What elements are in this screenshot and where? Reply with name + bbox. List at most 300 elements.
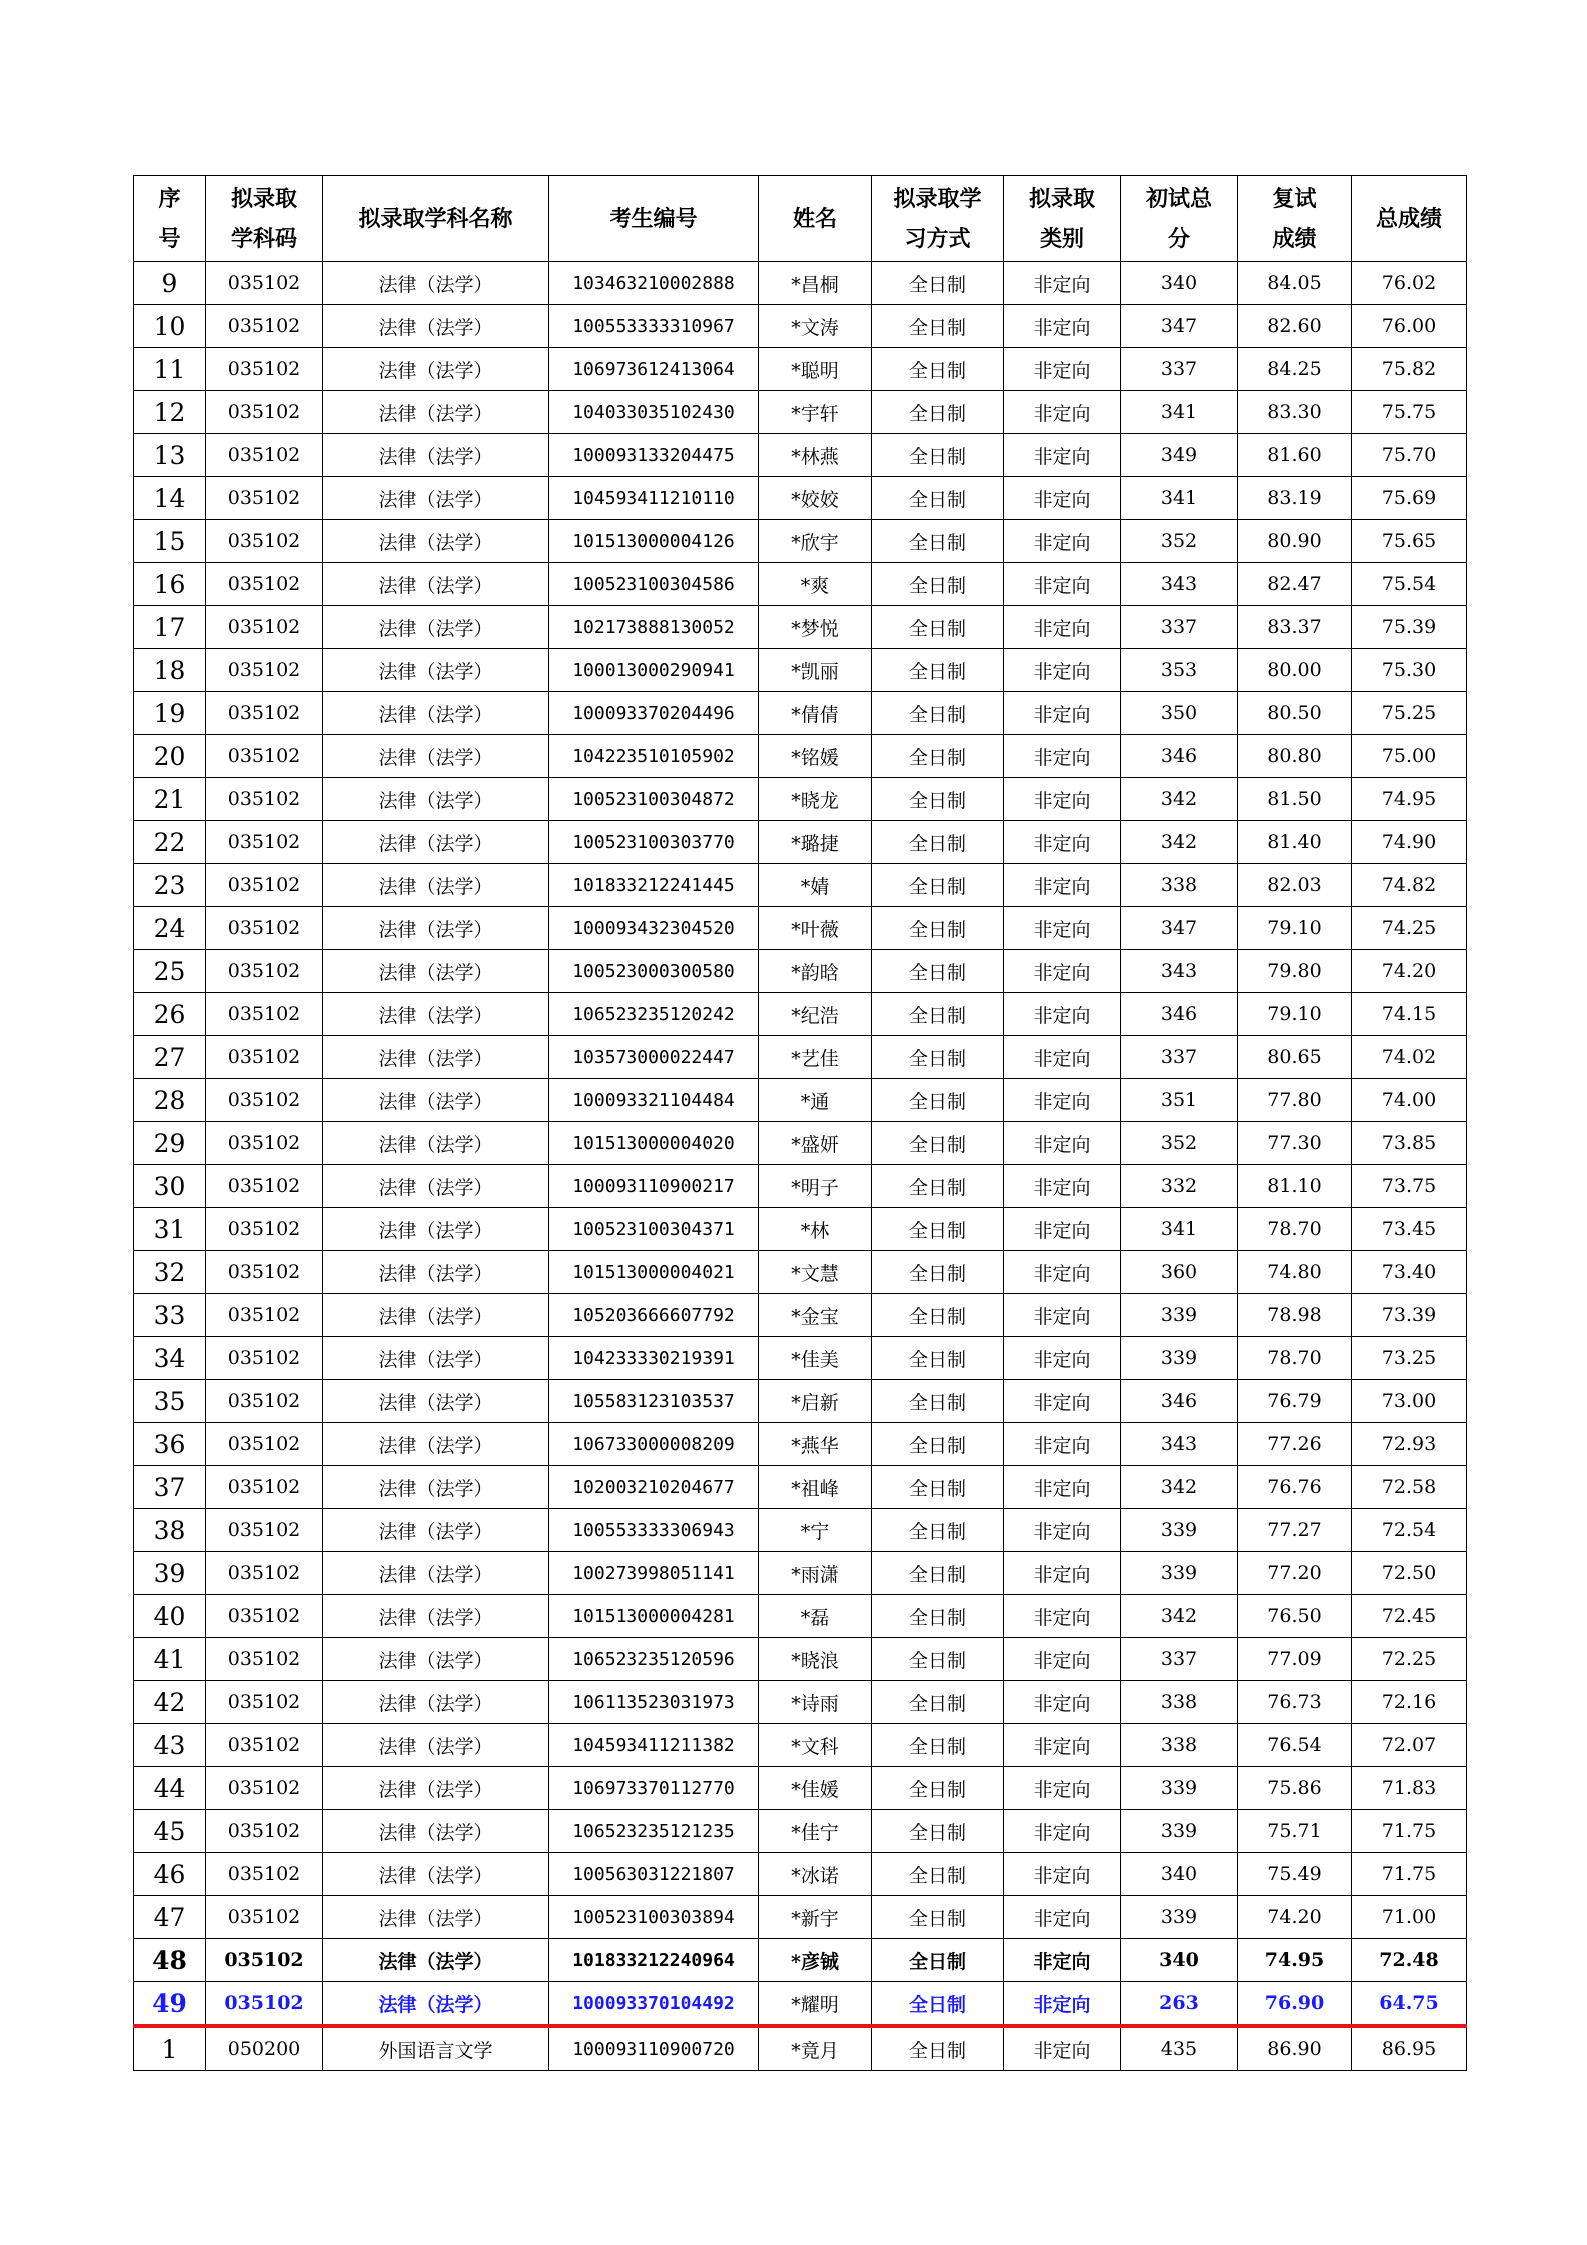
table-row [134,1853,1467,1896]
cell-retest-score: 76.79 [1238,1380,1352,1423]
cell-name: *彦铖 [759,1939,872,1982]
cell-retest-score: 86.90 [1238,2026,1352,2071]
cell-subject-name: 法律（法学） [323,262,549,305]
cell-subject-code: 035102 [206,649,323,692]
table-row [134,778,1467,821]
cell-retest-score: 81.50 [1238,778,1352,821]
cell-subject-name: 法律（法学） [323,1681,549,1724]
cell-study-mode: 全日制 [872,348,1004,391]
cell-subject-name: 法律（法学） [323,434,549,477]
cell-retest-score: 74.80 [1238,1251,1352,1294]
table-row [134,692,1467,735]
cell-exam-id: 102003210204677 [549,1466,759,1509]
cell-exam-id: 106973612413064 [549,348,759,391]
cell-total-score: 75.65 [1352,520,1467,563]
cell-initial-score: 353 [1121,649,1238,692]
cell-subject-code: 035102 [206,864,323,907]
cell-study-mode: 全日制 [872,262,1004,305]
cell-study-mode: 全日制 [872,1853,1004,1896]
table-row [134,1982,1467,2027]
cell-initial-score: 346 [1121,735,1238,778]
cell-initial-score: 352 [1121,520,1238,563]
cell-exam-id: 104033035102430 [549,391,759,434]
cell-subject-name: 法律（法学） [323,477,549,520]
cell-initial-score: 339 [1121,1767,1238,1810]
cell-initial-score: 346 [1121,993,1238,1036]
cell-study-mode: 全日制 [872,1251,1004,1294]
cell-study-mode: 全日制 [872,391,1004,434]
table-row [134,1208,1467,1251]
cell-subject-code: 050200 [206,2026,323,2071]
cell-seq: 22 [134,821,206,864]
cell-category: 非定向 [1004,348,1121,391]
cell-subject-code: 035102 [206,692,323,735]
cell-exam-id: 105203666607792 [549,1294,759,1337]
cell-subject-code: 035102 [206,606,323,649]
cell-study-mode: 全日制 [872,1294,1004,1337]
cell-category: 非定向 [1004,1896,1121,1939]
cell-initial-score: 435 [1121,2026,1238,2071]
cell-total-score: 72.16 [1352,1681,1467,1724]
cell-name: *聪明 [759,348,872,391]
cell-study-mode: 全日制 [872,305,1004,348]
cell-subject-code: 035102 [206,1638,323,1681]
cell-name: *通 [759,1079,872,1122]
cell-exam-id: 104593411210110 [549,477,759,520]
cell-subject-code: 035102 [206,1724,323,1767]
cell-total-score: 75.25 [1352,692,1467,735]
cell-subject-name: 法律（法学） [323,778,549,821]
header-row [134,176,1467,262]
cell-initial-score: 351 [1121,1079,1238,1122]
cell-initial-score: 338 [1121,1681,1238,1724]
cell-seq: 33 [134,1294,206,1337]
cell-category: 非定向 [1004,1638,1121,1681]
cell-subject-code: 035102 [206,520,323,563]
cell-study-mode: 全日制 [872,1208,1004,1251]
cell-subject-name: 法律（法学） [323,1810,549,1853]
cell-category: 非定向 [1004,520,1121,563]
cell-name: *梦悦 [759,606,872,649]
table-row [134,1509,1467,1552]
cell-subject-code: 035102 [206,1896,323,1939]
cell-seq: 49 [134,1982,206,2027]
cell-total-score: 72.93 [1352,1423,1467,1466]
cell-study-mode: 全日制 [872,1423,1004,1466]
header-seq: 序号 [134,176,206,262]
cell-name: *祖峰 [759,1466,872,1509]
cell-subject-code: 035102 [206,563,323,606]
cell-seq: 29 [134,1122,206,1165]
cell-name: *宁 [759,1509,872,1552]
cell-category: 非定向 [1004,1509,1121,1552]
cell-name: *启新 [759,1380,872,1423]
cell-subject-code: 035102 [206,1251,323,1294]
cell-subject-code: 035102 [206,1337,323,1380]
cell-total-score: 74.15 [1352,993,1467,1036]
cell-study-mode: 全日制 [872,477,1004,520]
cell-seq: 13 [134,434,206,477]
cell-exam-id: 104223510105902 [549,735,759,778]
cell-total-score: 73.85 [1352,1122,1467,1165]
cell-retest-score: 79.80 [1238,950,1352,993]
cell-subject-name: 法律（法学） [323,1251,549,1294]
cell-total-score: 75.39 [1352,606,1467,649]
cell-study-mode: 全日制 [872,1337,1004,1380]
cell-total-score: 86.95 [1352,2026,1467,2071]
cell-initial-score: 338 [1121,864,1238,907]
cell-seq: 11 [134,348,206,391]
cell-exam-id: 100553333306943 [549,1509,759,1552]
cell-seq: 21 [134,778,206,821]
table-row [134,348,1467,391]
cell-initial-score: 352 [1121,1122,1238,1165]
cell-exam-id: 101833212241445 [549,864,759,907]
cell-retest-score: 84.25 [1238,348,1352,391]
cell-subject-code: 035102 [206,1552,323,1595]
cell-name: *佳媛 [759,1767,872,1810]
cell-name: *婧 [759,864,872,907]
cell-retest-score: 82.47 [1238,563,1352,606]
cell-total-score: 72.58 [1352,1466,1467,1509]
cell-seq: 34 [134,1337,206,1380]
cell-subject-name: 法律（法学） [323,950,549,993]
cell-seq: 30 [134,1165,206,1208]
cell-study-mode: 全日制 [872,1724,1004,1767]
cell-total-score: 73.75 [1352,1165,1467,1208]
table-row [134,434,1467,477]
cell-category: 非定向 [1004,1122,1121,1165]
cell-exam-id: 100523100304872 [549,778,759,821]
cell-exam-id: 106733000008209 [549,1423,759,1466]
cell-total-score: 75.70 [1352,434,1467,477]
cell-subject-code: 035102 [206,1681,323,1724]
cell-initial-score: 341 [1121,1208,1238,1251]
cell-total-score: 71.75 [1352,1853,1467,1896]
cell-category: 非定向 [1004,993,1121,1036]
cell-retest-score: 76.90 [1238,1982,1352,2027]
cell-seq: 24 [134,907,206,950]
cell-category: 非定向 [1004,262,1121,305]
table-row [134,1681,1467,1724]
cell-retest-score: 79.10 [1238,907,1352,950]
cell-name: *艺佳 [759,1036,872,1079]
cell-total-score: 75.30 [1352,649,1467,692]
table-row [134,1896,1467,1939]
cell-total-score: 72.48 [1352,1939,1467,1982]
table-row [134,1294,1467,1337]
cell-category: 非定向 [1004,305,1121,348]
cell-subject-name: 法律（法学） [323,1380,549,1423]
cell-exam-id: 100093321104484 [549,1079,759,1122]
cell-category: 非定向 [1004,1079,1121,1122]
cell-seq: 10 [134,305,206,348]
cell-name: *倩倩 [759,692,872,735]
cell-seq: 47 [134,1896,206,1939]
cell-retest-score: 80.65 [1238,1036,1352,1079]
table-row [134,1122,1467,1165]
cell-subject-code: 035102 [206,1853,323,1896]
cell-total-score: 74.82 [1352,864,1467,907]
header-name: 姓名 [759,176,872,262]
cell-subject-name: 法律（法学） [323,1638,549,1681]
cell-subject-code: 035102 [206,1423,323,1466]
cell-category: 非定向 [1004,950,1121,993]
cell-retest-score: 74.20 [1238,1896,1352,1939]
cell-subject-name: 法律（法学） [323,1036,549,1079]
table-row [134,735,1467,778]
cell-exam-id: 100093370104492 [549,1982,759,2027]
cell-exam-id: 106523235120596 [549,1638,759,1681]
cell-exam-id: 100523100303894 [549,1896,759,1939]
cell-initial-score: 349 [1121,434,1238,477]
cell-initial-score: 337 [1121,1036,1238,1079]
cell-name: *林燕 [759,434,872,477]
table-row [134,477,1467,520]
cell-subject-name: 法律（法学） [323,1767,549,1810]
cell-subject-code: 035102 [206,1509,323,1552]
cell-retest-score: 77.27 [1238,1509,1352,1552]
cell-name: *新宇 [759,1896,872,1939]
cell-subject-code: 035102 [206,1165,323,1208]
table-row [134,391,1467,434]
cell-exam-id: 105583123103537 [549,1380,759,1423]
cell-study-mode: 全日制 [872,1165,1004,1208]
cell-exam-id: 101513000004020 [549,1122,759,1165]
cell-subject-name: 法律（法学） [323,1208,549,1251]
cell-name: *金宝 [759,1294,872,1337]
cell-subject-name: 法律（法学） [323,1552,549,1595]
cell-name: *耀明 [759,1982,872,2027]
cell-study-mode: 全日制 [872,2026,1004,2071]
cell-seq: 38 [134,1509,206,1552]
table-row [134,262,1467,305]
cell-subject-code: 035102 [206,477,323,520]
table-row [134,1810,1467,1853]
cell-initial-score: 339 [1121,1896,1238,1939]
cell-retest-score: 78.70 [1238,1208,1352,1251]
cell-name: *宇轩 [759,391,872,434]
cell-subject-name: 法律（法学） [323,1423,549,1466]
cell-retest-score: 80.50 [1238,692,1352,735]
cell-exam-id: 106523235120242 [549,993,759,1036]
cell-exam-id: 100093110900720 [549,2026,759,2071]
cell-study-mode: 全日制 [872,649,1004,692]
cell-category: 非定向 [1004,1939,1121,1982]
cell-subject-name: 法律（法学） [323,864,549,907]
cell-exam-id: 103463210002888 [549,262,759,305]
table-row [134,1724,1467,1767]
table-row [134,1079,1467,1122]
cell-category: 非定向 [1004,907,1121,950]
cell-subject-name: 法律（法学） [323,1853,549,1896]
cell-initial-score: 339 [1121,1294,1238,1337]
cell-retest-score: 81.40 [1238,821,1352,864]
cell-total-score: 74.25 [1352,907,1467,950]
cell-study-mode: 全日制 [872,1896,1004,1939]
cell-subject-name: 法律（法学） [323,1982,549,2027]
table-row [134,1036,1467,1079]
cell-subject-code: 035102 [206,1380,323,1423]
cell-retest-score: 76.54 [1238,1724,1352,1767]
cell-subject-name: 法律（法学） [323,348,549,391]
cell-retest-score: 77.26 [1238,1423,1352,1466]
cell-name: *磊 [759,1595,872,1638]
cell-study-mode: 全日制 [872,1509,1004,1552]
cell-subject-code: 035102 [206,262,323,305]
cell-study-mode: 全日制 [872,1122,1004,1165]
cell-seq: 36 [134,1423,206,1466]
cell-exam-id: 101513000004126 [549,520,759,563]
cell-seq: 20 [134,735,206,778]
cell-subject-code: 035102 [206,348,323,391]
cell-total-score: 74.95 [1352,778,1467,821]
cell-total-score: 74.20 [1352,950,1467,993]
admission-table [133,175,1467,2071]
cell-exam-id: 103573000022447 [549,1036,759,1079]
cell-total-score: 73.40 [1352,1251,1467,1294]
cell-subject-code: 035102 [206,305,323,348]
cell-seq: 14 [134,477,206,520]
cell-retest-score: 78.98 [1238,1294,1352,1337]
cell-category: 非定向 [1004,864,1121,907]
cell-study-mode: 全日制 [872,1595,1004,1638]
cell-name: *文科 [759,1724,872,1767]
cell-study-mode: 全日制 [872,907,1004,950]
cell-initial-score: 337 [1121,606,1238,649]
cell-initial-score: 332 [1121,1165,1238,1208]
cell-seq: 44 [134,1767,206,1810]
cell-total-score: 71.00 [1352,1896,1467,1939]
cell-name: *文慧 [759,1251,872,1294]
cell-name: *欣宇 [759,520,872,563]
cell-initial-score: 342 [1121,821,1238,864]
table-row [134,907,1467,950]
cell-exam-id: 101833212240964 [549,1939,759,1982]
cell-name: *雨潇 [759,1552,872,1595]
cell-category: 非定向 [1004,434,1121,477]
cell-retest-score: 83.19 [1238,477,1352,520]
cell-subject-code: 035102 [206,821,323,864]
cell-retest-score: 78.70 [1238,1337,1352,1380]
cell-seq: 41 [134,1638,206,1681]
cell-study-mode: 全日制 [872,1982,1004,2027]
cell-category: 非定向 [1004,1036,1121,1079]
cell-seq: 40 [134,1595,206,1638]
table-row [134,864,1467,907]
header-retest-score: 复试成绩 [1238,176,1352,262]
cell-name: *纪浩 [759,993,872,1036]
cell-name: *爽 [759,563,872,606]
cell-category: 非定向 [1004,1251,1121,1294]
cell-initial-score: 337 [1121,1638,1238,1681]
cell-exam-id: 100093370204496 [549,692,759,735]
table-row [134,1466,1467,1509]
cell-initial-score: 360 [1121,1251,1238,1294]
cell-subject-name: 法律（法学） [323,1165,549,1208]
cell-subject-name: 法律（法学） [323,1466,549,1509]
cell-retest-score: 75.71 [1238,1810,1352,1853]
table-row [134,1595,1467,1638]
cell-subject-code: 035102 [206,434,323,477]
cell-exam-id: 106523235121235 [549,1810,759,1853]
cell-category: 非定向 [1004,1423,1121,1466]
cell-initial-score: 339 [1121,1552,1238,1595]
cell-subject-name: 法律（法学） [323,1939,549,1982]
cell-exam-id: 104593411211382 [549,1724,759,1767]
cell-seq: 9 [134,262,206,305]
table-row [134,1165,1467,1208]
cell-initial-score: 343 [1121,563,1238,606]
cell-initial-score: 340 [1121,1939,1238,1982]
cell-seq: 18 [134,649,206,692]
cell-name: *佳美 [759,1337,872,1380]
cell-retest-score: 83.30 [1238,391,1352,434]
table-row [134,1638,1467,1681]
cell-subject-code: 035102 [206,1466,323,1509]
cell-name: *璐捷 [759,821,872,864]
cell-retest-score: 82.03 [1238,864,1352,907]
cell-retest-score: 77.80 [1238,1079,1352,1122]
cell-category: 非定向 [1004,1724,1121,1767]
cell-name: *凯丽 [759,649,872,692]
table-row [134,1552,1467,1595]
cell-name: *晓浪 [759,1638,872,1681]
cell-initial-score: 350 [1121,692,1238,735]
cell-study-mode: 全日制 [872,563,1004,606]
cell-total-score: 64.75 [1352,1982,1467,2027]
cell-study-mode: 全日制 [872,1079,1004,1122]
cell-study-mode: 全日制 [872,1036,1004,1079]
cell-name: *冰诺 [759,1853,872,1896]
cell-category: 非定向 [1004,1595,1121,1638]
cell-seq: 31 [134,1208,206,1251]
cell-subject-code: 035102 [206,1079,323,1122]
cell-name: *佳宁 [759,1810,872,1853]
cell-initial-score: 339 [1121,1337,1238,1380]
cell-exam-id: 100093110900217 [549,1165,759,1208]
cell-study-mode: 全日制 [872,993,1004,1036]
cell-subject-name: 法律（法学） [323,907,549,950]
cell-initial-score: 342 [1121,1466,1238,1509]
cell-subject-code: 035102 [206,1595,323,1638]
table-row [134,649,1467,692]
cell-category: 非定向 [1004,1552,1121,1595]
cell-seq: 16 [134,563,206,606]
cell-subject-name: 法律（法学） [323,1079,549,1122]
table-row [134,606,1467,649]
cell-total-score: 73.00 [1352,1380,1467,1423]
cell-seq: 32 [134,1251,206,1294]
cell-seq: 27 [134,1036,206,1079]
table-row [134,1380,1467,1423]
cell-total-score: 74.00 [1352,1079,1467,1122]
cell-initial-score: 340 [1121,1853,1238,1896]
cell-subject-name: 法律（法学） [323,606,549,649]
cell-study-mode: 全日制 [872,520,1004,563]
cell-name: *林 [759,1208,872,1251]
cell-seq: 28 [134,1079,206,1122]
cell-study-mode: 全日制 [872,606,1004,649]
cell-seq: 19 [134,692,206,735]
cell-initial-score: 263 [1121,1982,1238,2027]
header-subject-name: 拟录取学科名称 [323,176,549,262]
cell-category: 非定向 [1004,1853,1121,1896]
cell-subject-name: 法律（法学） [323,520,549,563]
cell-name: *盛妍 [759,1122,872,1165]
cell-seq: 35 [134,1380,206,1423]
cell-seq: 1 [134,2026,206,2071]
